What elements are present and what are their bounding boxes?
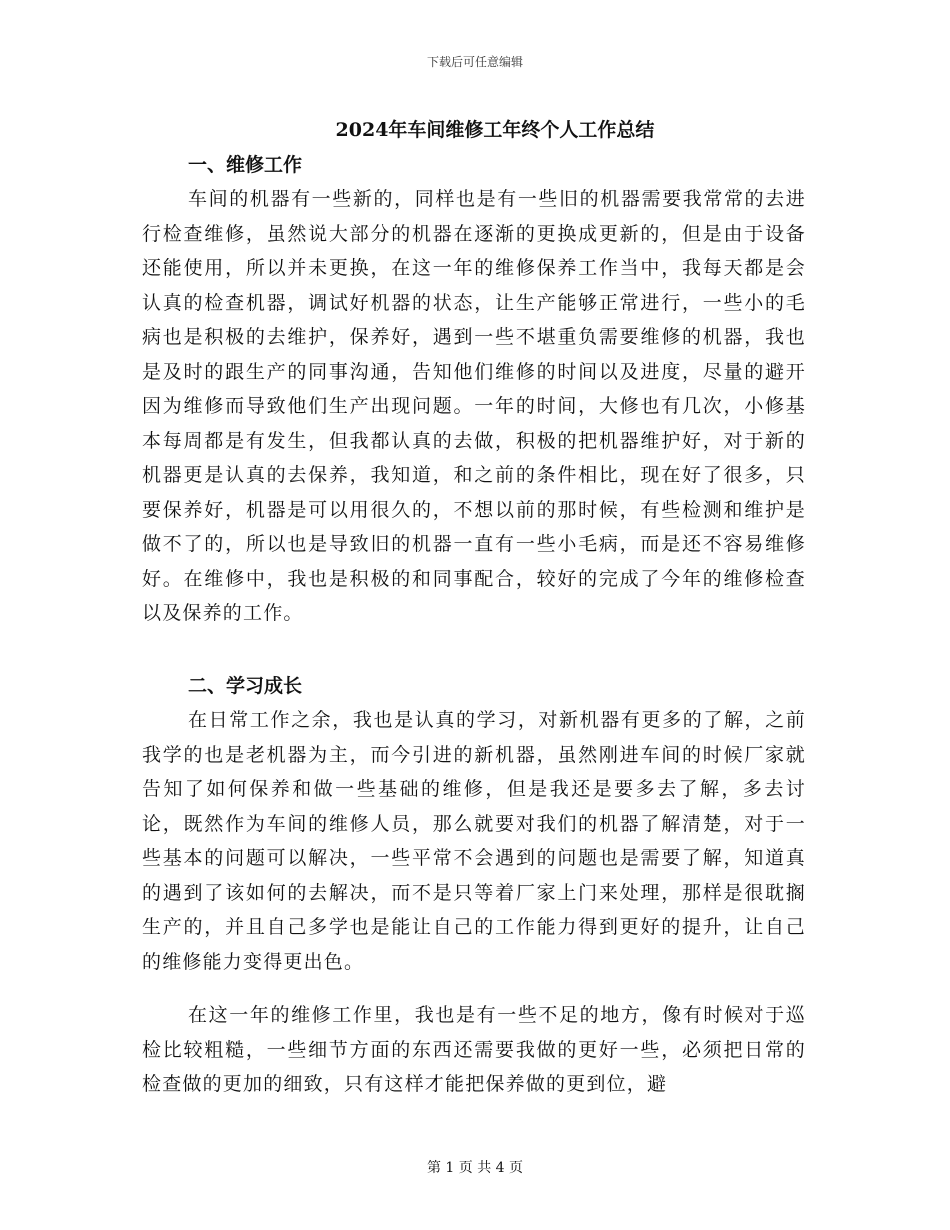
- document-title: 2024年车间维修工年终个人工作总结: [335, 119, 655, 141]
- section-heading-maintenance: 一、维修工作: [188, 154, 303, 176]
- section-heading-learning: 二、学习成长: [188, 675, 303, 697]
- paragraph-shortcomings: 在这一年的维修工作里，我也是有一些不足的地方，像有时候对于巡检比较粗糙，一些细节方面的东西还需要我做的更好一些，必须把日常的检查做的更加的细致，只有这样才能把保养做的更到位，避: [142, 1004, 806, 1095]
- paragraph-maintenance-work: 车间的机器有一些新的，同样也是有一些旧的机器需要我常常的去进行检查维修，虽然说大部分的机器在逐渐的更换成更新的，但是由于设备还能使用，所以并未更换，在这一年的维修保养工作当中，我每天都是会认真的检查机器，调试好机器的状态，让生产能够正常进行，一些小的毛病也是积极的去维护，保养好，遇到一些不堪重负需要维修的机器，我也是及时的跟生产的同事沟通，告知他们维修的时间以及进度，尽量的避开因为维修而导致他们生产出现问题。一年的时间，大修也有几次，小修基本每周都是有发生，但我都认真的去做，积极的把机器维护好，对于新的机器更是认真的去保养，我知道，和之前的条件相比，现在好了很多，只要保养好，机器是可以用很久的，不想以前的那时候，有些检测和维护是做不了的，所以也是导致旧的机器一直有一些小毛病，而是还不容易维修好。在维修中，我也是积极的和同事配合，较好的完成了今年的维修检查以及保养的工作。: [142, 188, 806, 624]
- paragraph-learning-growth: 在日常工作之余，我也是认真的学习，对新机器有更多的了解，之前我学的也是老机器为主，而今引进的新机器，虽然刚进车间的时候厂家就告知了如何保养和做一些基础的维修，但是我还是要多去了解，多去讨论，既然作为车间的维修人员，那么就要对我们的机器了解清楚，对于一些基本的问题可以解决，一些平常不会遇到的问题也是需要了解，知道真的遇到了该如何的去解决，而不是只等着厂家上门来处理，那样是很耽搁生产的，并且自己多学也是能让自己的工作能力得到更好的提升，让自己的维修能力变得更出色。: [142, 709, 806, 973]
- header-note: 下载后可任意编辑: [426, 55, 523, 69]
- page-number-footer: 第 1 页 共 4 页: [426, 1160, 524, 1176]
